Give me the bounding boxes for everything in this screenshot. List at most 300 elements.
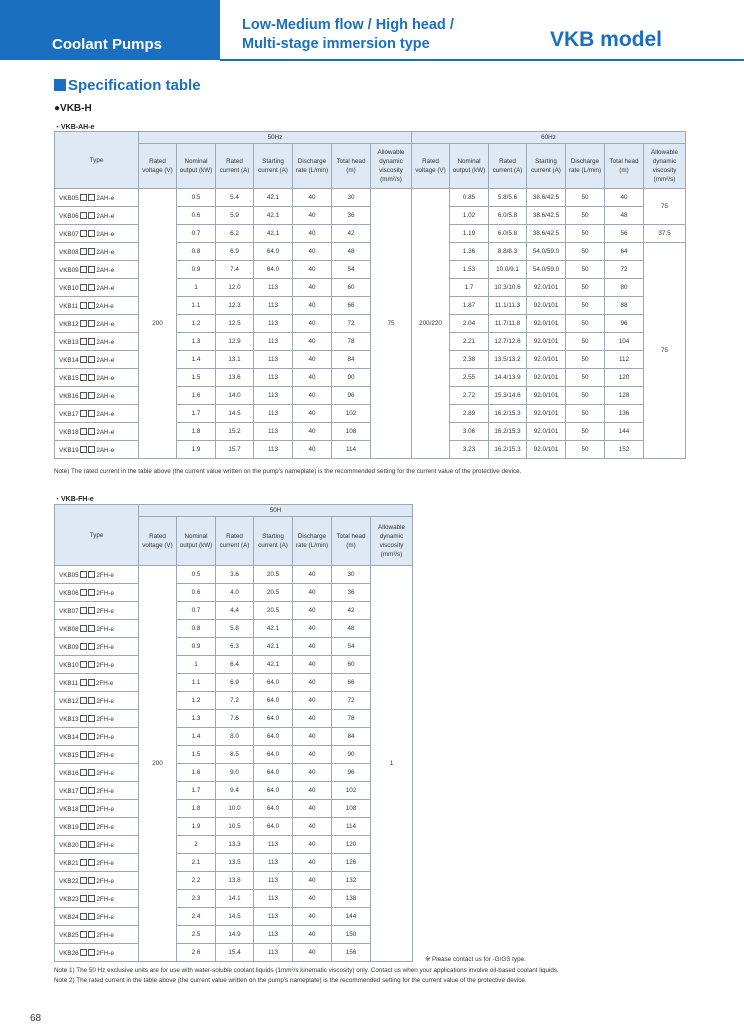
cell-s: 113 [254,872,293,890]
type-suffix: 2FH-e [96,661,114,669]
type-prefix: VKB25 [59,931,79,939]
cell-d: 40 [293,584,332,602]
blank-box-icon [88,302,95,309]
cell-o: 0.8 [177,620,216,638]
blank-box-icon [88,643,95,650]
type-prefix: VKB08 [59,248,79,256]
cell-s: 20.5 [254,566,293,584]
type-cell [55,584,139,602]
type-suffix: 2AH-e [96,248,115,256]
table-row [55,602,413,620]
cell-c: 15.4 [216,944,254,962]
cell-d50: 40 [293,351,332,369]
type-suffix: 2AH-e [96,356,115,364]
cell-s60: 92.0/101 [527,387,566,405]
type-prefix: VKB21 [59,859,79,867]
blank-box-icon [80,338,87,345]
type-suffix: 2AH-e [96,392,115,400]
type-prefix: VKB14 [59,356,79,364]
type-cell [55,836,139,854]
type-prefix: VKB15 [59,374,79,382]
type-suffix: 2FH-e [96,643,114,651]
cell-d: 40 [293,656,332,674]
column-header: Starting current (A) [527,144,566,189]
type-suffix: 2FH-e [96,859,114,867]
cell-s50: 42.1 [254,207,293,225]
type-suffix: 2FH-e [96,913,114,921]
type-cell [55,225,139,243]
cell-h60: 136 [605,405,644,423]
cell-h: 138 [332,890,371,908]
cell-s: 113 [254,854,293,872]
cell-c50: 5.9 [216,207,254,225]
rated-voltage-60: 200/220 [412,189,450,459]
cell-o50: 1.7 [177,405,216,423]
table1-label: ・VKB-AH-e [54,124,95,131]
type-cell [55,944,139,962]
cell-h60: 48 [605,207,644,225]
blank-box-icon [80,823,87,830]
type-suffix: 2FH-e [96,769,114,777]
cell-d: 40 [293,692,332,710]
cell-s60: 92.0/101 [527,441,566,459]
cell-s: 64.0 [254,764,293,782]
cell-o: 1.3 [177,710,216,728]
column-header: Starting current (A) [254,517,293,566]
cell-h50: 30 [332,189,371,207]
type-prefix: VKB11 [59,302,79,310]
cell-h: 30 [332,566,371,584]
column-header: Nominal output (kW) [177,144,216,189]
cell-d: 40 [293,890,332,908]
cell-h60: 80 [605,279,644,297]
cell-d60: 50 [566,207,605,225]
cell-s: 64.0 [254,674,293,692]
blank-box-icon [88,356,95,363]
cell-s: 64.0 [254,692,293,710]
cell-h50: 108 [332,423,371,441]
cell-c50: 13.6 [216,369,254,387]
cell-c: 13.5 [216,854,254,872]
cell-c: 9.4 [216,782,254,800]
cell-o: 1.6 [177,764,216,782]
cell-h50: 36 [332,207,371,225]
header-section-label: Coolant Pumps [52,36,163,53]
cell-s: 64.0 [254,728,293,746]
cell-h50: 84 [332,351,371,369]
table-row [55,872,413,890]
cell-o50: 1.1 [177,297,216,315]
cell-d50: 40 [293,369,332,387]
type-prefix: VKB23 [59,895,79,903]
blank-box-icon [88,949,95,956]
blank-box-icon [88,733,95,740]
type-prefix: VKB05 [59,571,79,579]
type-suffix: 2AH-e [96,284,115,292]
cell-s50: 113 [254,315,293,333]
table-row [55,926,413,944]
cell-h: 144 [332,908,371,926]
cell-o: 2.2 [177,872,216,890]
type-prefix: VKB16 [59,392,79,400]
type-prefix: VKB15 [59,751,79,759]
cell-d: 40 [293,908,332,926]
cell-c: 14.1 [216,890,254,908]
cell-d50: 40 [293,315,332,333]
cell-o50: 0.5 [177,189,216,207]
cell-s: 42.1 [254,620,293,638]
cell-h: 126 [332,854,371,872]
cell-h60: 56 [605,225,644,243]
cell-h: 156 [332,944,371,962]
blank-box-icon [88,338,95,345]
cell-o60: 0.85 [450,189,489,207]
blank-box-icon [80,787,87,794]
viscosity: 1 [371,566,413,962]
cell-c50: 6.2 [216,225,254,243]
cell-d50: 40 [293,405,332,423]
cell-d: 40 [293,944,332,962]
page-header [0,0,744,60]
cell-h60: 120 [605,369,644,387]
cell-o: 1.9 [177,818,216,836]
type-suffix: 2AH-e [96,410,115,418]
cell-o60: 3.06 [450,423,489,441]
header-section-block [0,0,220,60]
blank-box-icon [88,823,95,830]
blank-box-icon [80,877,87,884]
type-cell [55,261,139,279]
type-prefix: VKB17 [59,410,79,418]
cell-h50: 90 [332,369,371,387]
column-header: Total head (m) [332,144,371,189]
cell-o: 1.4 [177,728,216,746]
cell-s50: 113 [254,333,293,351]
blank-box-icon [80,446,87,453]
cell-d50: 40 [293,279,332,297]
cell-d50: 40 [293,225,332,243]
type-prefix: VKB20 [59,841,79,849]
cell-s50: 113 [254,441,293,459]
cell-c50: 12.0 [216,279,254,297]
cell-s50: 64.0 [254,261,293,279]
type-prefix: VKB10 [59,661,79,669]
column-header: Rated voltage (V) [412,144,450,189]
cell-o: 0.6 [177,584,216,602]
cell-s60: 38.6/42.5 [527,225,566,243]
cell-s50: 113 [254,369,293,387]
type-prefix: VKB14 [59,733,79,741]
cell-c: 5.8 [216,620,254,638]
blank-box-icon [88,392,95,399]
cell-h60: 64 [605,243,644,261]
type-suffix: 2FH-e [96,697,114,705]
cell-s: 113 [254,890,293,908]
blank-box-icon [80,715,87,722]
blank-box-icon [80,697,87,704]
blank-box-icon [88,374,95,381]
table-row [55,908,413,926]
cell-o50: 1.2 [177,315,216,333]
cell-s50: 113 [254,279,293,297]
cell-s60: 38.6/42.5 [527,189,566,207]
section-title [54,77,201,94]
type-cell [55,818,139,836]
cell-d: 40 [293,746,332,764]
table-row [55,818,413,836]
cell-o60: 1.36 [450,243,489,261]
cell-h60: 152 [605,441,644,459]
blank-box-icon [88,428,95,435]
square-bullet-icon [54,79,66,91]
cell-d50: 40 [293,189,332,207]
cell-c: 14.5 [216,908,254,926]
blank-box-icon [88,625,95,632]
type-cell [55,315,139,333]
cell-d60: 50 [566,333,605,351]
type-cell [55,764,139,782]
cell-c: 3.6 [216,566,254,584]
cell-o: 1.8 [177,800,216,818]
table-row [55,944,413,962]
type-suffix: 2AH-e [96,320,115,328]
cell-h: 54 [332,638,371,656]
spec-table-fh [54,504,413,962]
cell-c60: 15.3/14.6 [489,387,527,405]
type-prefix: VKB18 [59,805,79,813]
cell-c: 6.4 [216,656,254,674]
blank-box-icon [80,392,87,399]
cell-s60: 92.0/101 [527,333,566,351]
cell-c60: 6.0/5.8 [489,225,527,243]
cell-o: 0.7 [177,602,216,620]
cell-d60: 50 [566,279,605,297]
type-cell [55,279,139,297]
type-prefix: VKB18 [59,428,79,436]
type-suffix: 2FH-e [96,805,114,813]
blank-box-icon [80,931,87,938]
cell-o60: 2.04 [450,315,489,333]
cell-s: 113 [254,836,293,854]
type-suffix: 2FH-e [96,589,114,597]
blank-box-icon [88,266,95,273]
cell-c: 7.6 [216,710,254,728]
cell-d: 40 [293,566,332,584]
cell-d: 40 [293,926,332,944]
table-row [55,656,413,674]
type-prefix: VKB07 [59,607,79,615]
header-description [242,16,454,54]
cell-h: 102 [332,782,371,800]
cell-c60: 11.1/11.3 [489,297,527,315]
type-cell [55,189,139,207]
type-header: Type [55,132,139,189]
type-cell [55,387,139,405]
cell-c: 4.4 [216,602,254,620]
cell-c50: 15.2 [216,423,254,441]
cell-c60: 16.2/15.3 [489,423,527,441]
cell-s60: 54.0/59.0 [527,243,566,261]
header-line-2: Multi-stage immersion type [242,36,430,52]
cell-c50: 14.0 [216,387,254,405]
viscosity-header: Allowable dynamic viscosity (mm²/s) [371,517,413,566]
cell-o60: 1.87 [450,297,489,315]
cell-h60: 96 [605,315,644,333]
type-cell [55,441,139,459]
cell-d: 40 [293,728,332,746]
cell-h: 132 [332,872,371,890]
table-row [55,189,686,207]
cell-c: 9.0 [216,764,254,782]
type-suffix: 2AH-e [95,302,114,310]
cell-h50: 102 [332,405,371,423]
blank-box-icon [88,607,95,614]
rated-voltage: 200 [139,566,177,962]
cell-h: 96 [332,764,371,782]
column-header: Nominal output (kW) [450,144,489,189]
cell-o50: 1.8 [177,423,216,441]
column-header: Total head (m) [332,517,371,566]
cell-h50: 54 [332,261,371,279]
blank-box-icon [88,913,95,920]
type-suffix: 2FH-e [96,751,114,759]
type-suffix: 2AH-e [96,428,115,436]
type-cell [55,602,139,620]
table-row [55,674,413,692]
cell-o60: 1.53 [450,261,489,279]
cell-s60: 92.0/101 [527,351,566,369]
column-header: Discharge rate (L/min) [293,517,332,566]
cell-h: 42 [332,602,371,620]
type-prefix: VKB24 [59,913,79,921]
cell-o: 1 [177,656,216,674]
cell-s: 20.5 [254,584,293,602]
column-header: Rated current (A) [216,144,254,189]
cell-o: 2 [177,836,216,854]
cell-o: 2.5 [177,926,216,944]
type-prefix: VKB11 [59,679,79,687]
cell-o60: 3.23 [450,441,489,459]
cell-o60: 1.19 [450,225,489,243]
cell-s60: 54.0/59.0 [527,261,566,279]
table-row [55,782,413,800]
cell-s50: 113 [254,423,293,441]
table-row [55,710,413,728]
cell-h50: 66 [332,297,371,315]
cell-d60: 50 [566,369,605,387]
cell-s50: 113 [254,387,293,405]
type-cell [55,800,139,818]
column-header: Rated current (A) [216,517,254,566]
type-suffix: 2AH-e [96,374,115,382]
cell-o: 1.7 [177,782,216,800]
table-row [55,566,413,584]
cell-c: 6.3 [216,638,254,656]
cell-c: 10.5 [216,818,254,836]
blank-box-icon [88,571,95,578]
type-cell [55,854,139,872]
type-prefix: VKB17 [59,787,79,795]
cell-s: 64.0 [254,710,293,728]
type-suffix: 2AH-e [96,446,115,454]
blank-box-icon [80,230,87,237]
cell-h: 48 [332,620,371,638]
column-header: Rated current (A) [489,144,527,189]
cell-c50: 6.9 [216,243,254,261]
type-suffix: 2AH-e [96,212,115,220]
table2-label: ・VKB-FH-e [54,496,94,503]
type-cell [55,405,139,423]
cell-d60: 50 [566,297,605,315]
cell-c60: 10.3/10.6 [489,279,527,297]
cell-c60: 11.7/11.8 [489,315,527,333]
type-prefix: VKB19 [59,823,79,831]
blank-box-icon [80,643,87,650]
cell-d60: 50 [566,351,605,369]
table-row [55,854,413,872]
cell-c50: 7.4 [216,261,254,279]
cell-o60: 1.02 [450,207,489,225]
table-row [55,692,413,710]
cell-d60: 50 [566,243,605,261]
cell-s60: 92.0/101 [527,297,566,315]
type-prefix: VKB10 [59,284,79,292]
type-cell [55,638,139,656]
type-prefix: VKB22 [59,877,79,885]
type-suffix: 2FH-e [96,895,114,903]
column-header: Discharge rate (L/min) [293,144,332,189]
cell-d: 40 [293,800,332,818]
blank-box-icon [80,212,87,219]
blank-box-icon [88,230,95,237]
cell-h: 78 [332,710,371,728]
viscosity-50: 75 [371,189,412,459]
type-cell [55,243,139,261]
cell-h60: 112 [605,351,644,369]
type-cell [55,926,139,944]
blank-box-icon [80,751,87,758]
cell-o50: 0.8 [177,243,216,261]
cell-s: 64.0 [254,818,293,836]
cell-d: 40 [293,620,332,638]
type-prefix: VKB09 [59,643,79,651]
type-cell [55,872,139,890]
cell-c60: 6.0/5.8 [489,207,527,225]
cell-h60: 144 [605,423,644,441]
cell-c50: 15.7 [216,441,254,459]
type-prefix: VKB06 [59,212,79,220]
blank-box-icon [88,841,95,848]
table-row [55,620,413,638]
type-prefix: VKB06 [59,589,79,597]
type-header: Type [55,505,139,566]
type-prefix: VKB07 [59,230,79,238]
blank-box-icon [80,859,87,866]
cell-c60: 13.5/13.2 [489,351,527,369]
cell-h50: 60 [332,279,371,297]
cell-d50: 40 [293,441,332,459]
blank-box-icon [80,913,87,920]
cell-d60: 50 [566,387,605,405]
cell-d60: 50 [566,315,605,333]
cell-o50: 0.7 [177,225,216,243]
viscosity-60: 75 [644,189,686,225]
cell-s: 113 [254,908,293,926]
cell-c: 13.3 [216,836,254,854]
blank-box-icon [88,679,95,686]
side-note: ※ Please contact us for -G/GS type. [425,956,526,963]
blank-box-icon [88,589,95,596]
